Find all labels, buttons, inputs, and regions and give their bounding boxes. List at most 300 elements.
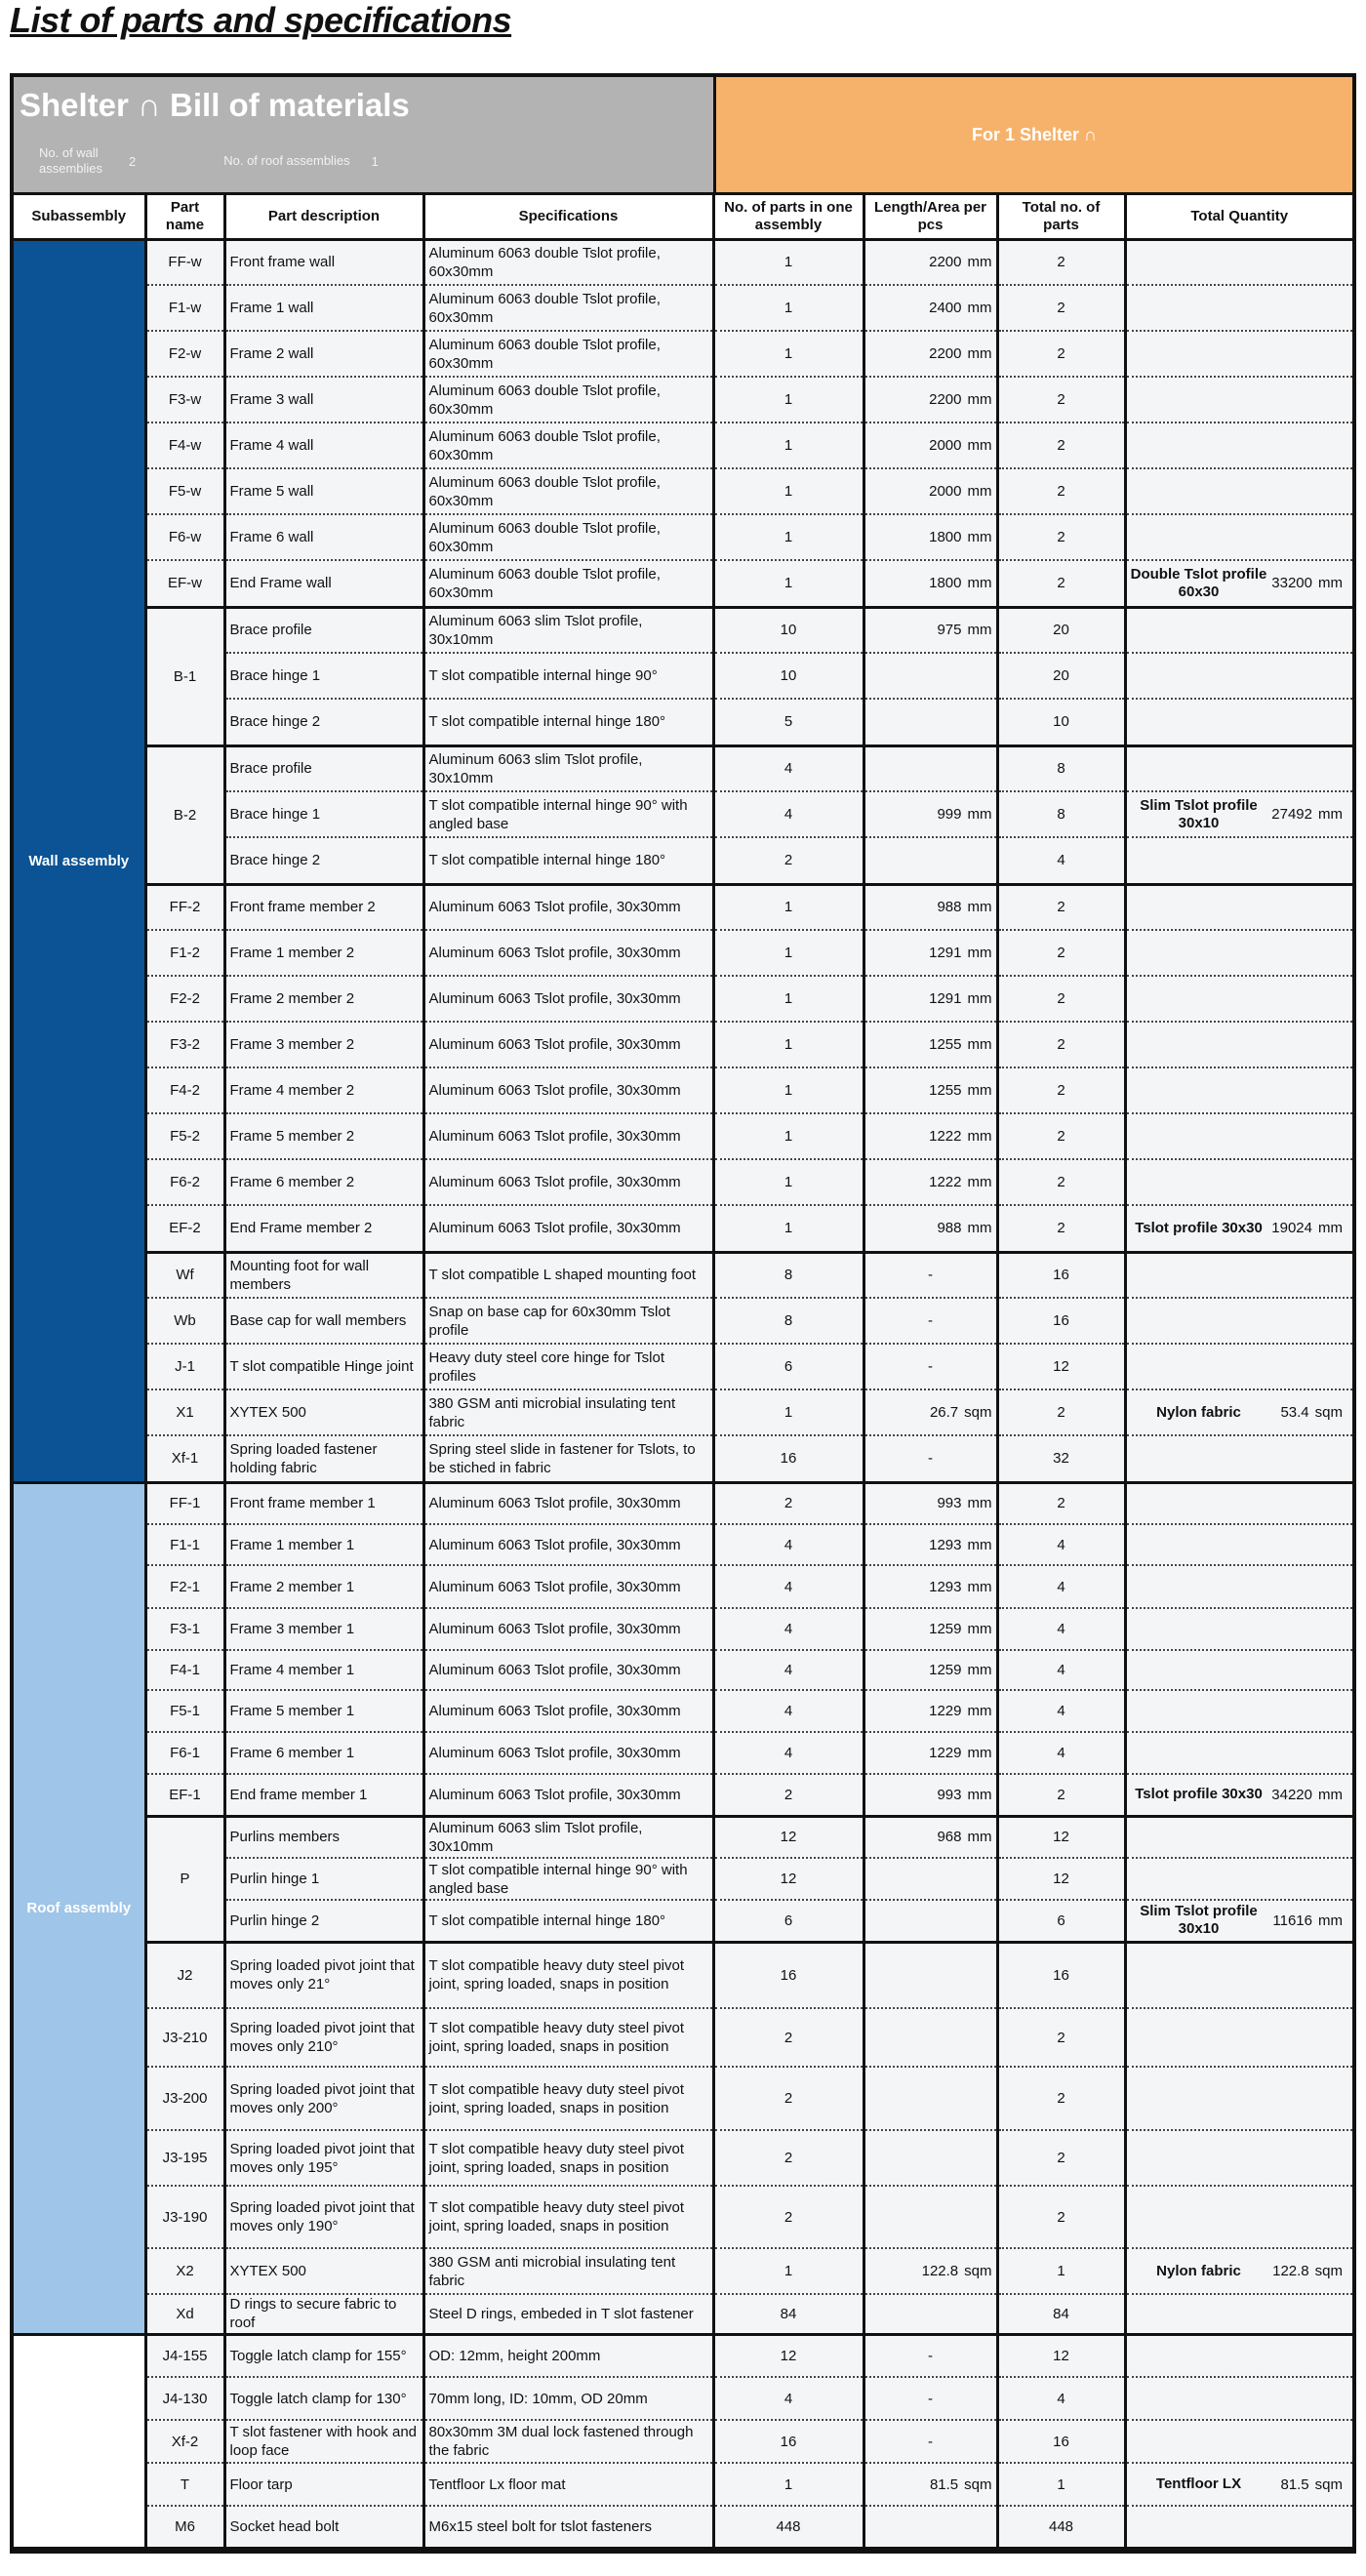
material-total	[1271, 574, 1348, 592]
length-value: 1291	[929, 945, 962, 961]
part-name: F4-w	[145, 423, 224, 468]
total-quantity	[1125, 791, 1352, 837]
part-name: Wf	[145, 1252, 224, 1298]
total-parts: 2	[997, 1113, 1125, 1159]
length-value: 1293	[929, 1536, 962, 1553]
part-name: FF-2	[145, 884, 224, 930]
table-row	[14, 331, 1352, 377]
part-specification: T slot compatible heavy duty steel pivot joint, spring loaded, snaps in position	[423, 2008, 713, 2067]
total-quantity-summary	[1131, 566, 1349, 601]
part-specification: Aluminum 6063 double Tslot profile, 60x30mm	[423, 331, 713, 377]
length-unit: mm	[967, 437, 992, 454]
part-name: Xd	[145, 2294, 224, 2334]
length-value: 988	[937, 1220, 962, 1237]
total-quantity	[1125, 2463, 1352, 2506]
part-specification: Aluminum 6063 Tslot profile, 30x30mm	[423, 884, 713, 930]
length-value: 1259	[929, 1662, 962, 1678]
length-area-per-piece	[864, 2186, 997, 2248]
table-row	[14, 2506, 1352, 2548]
length-area-per-piece	[864, 239, 997, 285]
part-description: Frame 6 wall	[224, 514, 423, 560]
total-quantity	[1125, 837, 1352, 884]
table-row	[14, 1608, 1352, 1650]
length-value: -	[928, 1312, 933, 1329]
part-description: Frame 6 member 2	[224, 1159, 423, 1205]
parts-per-assembly: 1	[713, 930, 864, 976]
parts-per-assembly: 4	[713, 791, 864, 837]
material-total-unit: mm	[1318, 806, 1343, 823]
bom-title: Shelter ∩ Bill of materials	[20, 87, 410, 123]
total-parts: 1	[997, 2248, 1125, 2294]
length-area-per-piece	[864, 791, 997, 837]
table-row	[14, 1565, 1352, 1608]
part-specification: Aluminum 6063 Tslot profile, 30x30mm	[423, 1067, 713, 1113]
material-total-unit: sqm	[1314, 2475, 1343, 2493]
length-area-per-piece	[864, 1524, 997, 1565]
total-quantity	[1125, 930, 1352, 976]
parts-per-assembly: 16	[713, 2420, 864, 2463]
material-total	[1280, 2475, 1348, 2494]
length-area-per-piece	[864, 1205, 997, 1252]
part-name: X1	[145, 1389, 224, 1435]
part-specification: T slot compatible internal hinge 90° with angled base	[423, 791, 713, 837]
length-area-per-piece	[864, 514, 997, 560]
parts-per-assembly: 4	[713, 1650, 864, 1690]
parts-per-assembly: 8	[713, 1252, 864, 1298]
part-specification: T slot compatible internal hinge 180°	[423, 837, 713, 884]
total-quantity	[1125, 2067, 1352, 2130]
table-row	[14, 2294, 1352, 2334]
table-row	[14, 745, 1352, 791]
length-unit: mm	[967, 391, 992, 408]
total-parts: 10	[997, 699, 1125, 745]
parts-per-assembly: 1	[713, 423, 864, 468]
part-description: Front frame member 1	[224, 1482, 423, 1524]
total-parts: 2	[997, 930, 1125, 976]
page-title: List of parts and specifications	[10, 0, 512, 40]
length-area-per-piece	[864, 1774, 997, 1816]
total-parts: 16	[997, 1298, 1125, 1344]
part-name: F1-1	[145, 1524, 224, 1565]
part-description: Socket head bolt	[224, 2506, 423, 2548]
table-row	[14, 560, 1352, 607]
part-specification: 380 GSM anti microbial insulating tent fabric	[423, 1389, 713, 1435]
assembly-counts	[39, 145, 379, 177]
part-specification: T slot compatible internal hinge 90°	[423, 653, 713, 699]
length-value: 1255	[929, 1082, 962, 1099]
length-value: -	[928, 2433, 933, 2450]
table-row	[14, 2463, 1352, 2506]
length-value: 1293	[929, 1578, 962, 1595]
part-name: F1-w	[145, 285, 224, 331]
parts-per-assembly: 1	[713, 514, 864, 560]
parts-per-assembly: 1	[713, 468, 864, 514]
part-name: EF-2	[145, 1205, 224, 1252]
length-value: 1255	[929, 1036, 962, 1053]
length-area-per-piece	[864, 1858, 997, 1900]
total-parts: 2	[997, 423, 1125, 468]
parts-per-assembly: 16	[713, 1942, 864, 2008]
total-quantity-summary	[1131, 1403, 1349, 1422]
material-total-value: 34220	[1271, 1786, 1312, 1803]
part-specification: Aluminum 6063 double Tslot profile, 60x30mm	[423, 239, 713, 285]
total-parts: 12	[997, 2334, 1125, 2377]
material-label: Nylon fabric	[1156, 2262, 1241, 2279]
length-value: -	[928, 1267, 933, 1284]
part-name: F3-2	[145, 1022, 224, 1067]
part-description: Purlin hinge 1	[224, 1858, 423, 1900]
total-parts: 2	[997, 468, 1125, 514]
total-parts: 4	[997, 1608, 1125, 1650]
length-unit: mm	[967, 1578, 992, 1595]
length-area-per-piece	[864, 1252, 997, 1298]
total-quantity	[1125, 239, 1352, 285]
parts-per-assembly: 4	[713, 1690, 864, 1732]
total-parts: 2	[997, 1067, 1125, 1113]
part-description: Brace profile	[224, 745, 423, 791]
material-total-value: 53.4	[1280, 1404, 1309, 1421]
material-total-value: 81.5	[1280, 2475, 1309, 2493]
part-description: T slot fastener with hook and loop face	[224, 2420, 423, 2463]
subassembly-cell-roof: Roof assembly	[14, 1482, 145, 2334]
part-specification: 80x30mm 3M dual lock fastened through the fabric	[423, 2420, 713, 2463]
parts-per-assembly: 2	[713, 2067, 864, 2130]
part-description: Spring loaded pivot joint that moves only 200°	[224, 2067, 423, 2130]
total-quantity	[1125, 2248, 1352, 2294]
table-row	[14, 2186, 1352, 2248]
part-name: EF-1	[145, 1774, 224, 1816]
length-value: 2000	[929, 483, 962, 500]
part-name: EF-w	[145, 560, 224, 607]
length-unit: mm	[967, 1495, 992, 1512]
table-row	[14, 1774, 1352, 1816]
wall-assemblies-label: No. of wall assemblies	[39, 145, 103, 176]
length-value: 1800	[929, 575, 962, 592]
parts-per-assembly: 2	[713, 837, 864, 884]
part-specification: T slot compatible heavy duty steel pivot joint, spring loaded, snaps in position	[423, 2186, 713, 2248]
total-quantity	[1125, 2377, 1352, 2420]
table-row	[14, 1389, 1352, 1435]
length-area-per-piece	[864, 1900, 997, 1942]
part-specification: T slot compatible internal hinge 90° with angled base	[423, 1858, 713, 1900]
column-header-length-area: Length/Area per pcs	[864, 195, 997, 239]
length-unit: mm	[967, 1621, 992, 1637]
total-parts: 2	[997, 976, 1125, 1022]
column-header-total-parts: Total no. of parts	[997, 195, 1125, 239]
part-name: F5-1	[145, 1690, 224, 1732]
table-row	[14, 884, 1352, 930]
parts-per-assembly: 6	[713, 1344, 864, 1389]
table-row	[14, 2248, 1352, 2294]
roof-assemblies-label: No. of roof assemblies	[223, 153, 350, 168]
material-total	[1272, 2262, 1348, 2280]
part-description: Spring loaded pivot joint that moves only 21°	[224, 1942, 423, 2008]
total-parts: 84	[997, 2294, 1125, 2334]
part-name: F4-2	[145, 1067, 224, 1113]
total-parts: 2	[997, 2186, 1125, 2248]
total-parts: 16	[997, 1252, 1125, 1298]
material-label: Tslot profile 30x30	[1135, 1219, 1263, 1236]
part-description: Base cap for wall members	[224, 1298, 423, 1344]
part-specification: Aluminum 6063 double Tslot profile, 60x30mm	[423, 514, 713, 560]
part-name: F5-w	[145, 468, 224, 514]
total-quantity	[1125, 1524, 1352, 1565]
part-name: J3-190	[145, 2186, 224, 2248]
material-total	[1272, 1912, 1348, 1930]
table-body	[14, 239, 1352, 2548]
total-quantity	[1125, 699, 1352, 745]
total-parts: 12	[997, 1344, 1125, 1389]
total-parts: 2	[997, 1022, 1125, 1067]
total-parts: 4	[997, 837, 1125, 884]
part-specification: T slot compatible heavy duty steel pivot joint, spring loaded, snaps in position	[423, 2067, 713, 2130]
part-description: Spring loaded pivot joint that moves only 195°	[224, 2130, 423, 2186]
part-specification: Aluminum 6063 Tslot profile, 30x30mm	[423, 1159, 713, 1205]
part-group-name: P	[145, 1816, 224, 1942]
total-quantity	[1125, 1732, 1352, 1774]
length-area-per-piece	[864, 1690, 997, 1732]
parts-table	[14, 195, 1352, 2550]
length-area-per-piece	[864, 331, 997, 377]
length-area-per-piece	[864, 468, 997, 514]
part-specification: Aluminum 6063 double Tslot profile, 60x30mm	[423, 377, 713, 423]
parts-per-assembly: 1	[713, 1389, 864, 1435]
part-name: J2	[145, 1942, 224, 2008]
part-specification: Aluminum 6063 Tslot profile, 30x30mm	[423, 1022, 713, 1067]
total-quantity	[1125, 745, 1352, 791]
table-row	[14, 2130, 1352, 2186]
material-total-unit: mm	[1318, 1786, 1343, 1803]
table-header-row	[14, 195, 1352, 239]
total-quantity	[1125, 1067, 1352, 1113]
parts-per-assembly: 2	[713, 1482, 864, 1524]
total-parts: 2	[997, 1159, 1125, 1205]
total-parts: 16	[997, 1942, 1125, 2008]
total-quantity	[1125, 1159, 1352, 1205]
length-area-per-piece	[864, 884, 997, 930]
part-name: X2	[145, 2248, 224, 2294]
part-description: Floor tarp	[224, 2463, 423, 2506]
length-unit: mm	[967, 1082, 992, 1099]
part-specification: Aluminum 6063 slim Tslot profile, 30x10mm	[423, 745, 713, 791]
length-area-per-piece	[864, 2463, 997, 2506]
part-name: F6-1	[145, 1732, 224, 1774]
length-area-per-piece	[864, 1022, 997, 1067]
part-specification: Aluminum 6063 Tslot profile, 30x30mm	[423, 1205, 713, 1252]
total-parts: 2	[997, 377, 1125, 423]
length-area-per-piece	[864, 2506, 997, 2548]
part-specification: Aluminum 6063 Tslot profile, 30x30mm	[423, 1482, 713, 1524]
part-specification: Spring steel slide in fastener for Tslots, to be stiched in fabric	[423, 1435, 713, 1482]
parts-per-assembly: 5	[713, 699, 864, 745]
part-name: M6	[145, 2506, 224, 2548]
part-description: Brace hinge 1	[224, 791, 423, 837]
total-quantity	[1125, 653, 1352, 699]
part-name: F2-w	[145, 331, 224, 377]
column-header-specifications: Specifications	[423, 195, 713, 239]
total-parts: 2	[997, 1482, 1125, 1524]
length-area-per-piece	[864, 1435, 997, 1482]
part-name: T	[145, 2463, 224, 2506]
total-quantity	[1125, 1252, 1352, 1298]
parts-per-assembly: 1	[713, 884, 864, 930]
material-total-value: 27492	[1271, 806, 1312, 823]
part-description: End Frame wall	[224, 560, 423, 607]
material-total-unit: mm	[1318, 575, 1343, 592]
table-row	[14, 2008, 1352, 2067]
part-specification: 70mm long, ID: 10mm, OD 20mm	[423, 2377, 713, 2420]
parts-per-assembly: 8	[713, 1298, 864, 1344]
total-quantity	[1125, 2420, 1352, 2463]
length-value: 968	[937, 1829, 962, 1846]
parts-per-assembly: 12	[713, 1858, 864, 1900]
total-quantity	[1125, 1650, 1352, 1690]
total-parts: 4	[997, 2377, 1125, 2420]
part-description: Frame 1 member 1	[224, 1524, 423, 1565]
total-quantity	[1125, 2186, 1352, 2248]
parts-per-assembly: 4	[713, 1524, 864, 1565]
part-name: F2-2	[145, 976, 224, 1022]
total-parts: 2	[997, 2130, 1125, 2186]
length-unit: mm	[967, 483, 992, 500]
length-value: 1222	[929, 1128, 962, 1145]
parts-per-assembly: 1	[713, 2463, 864, 2506]
total-parts: 32	[997, 1435, 1125, 1482]
length-area-per-piece	[864, 1608, 997, 1650]
total-quantity	[1125, 468, 1352, 514]
parts-per-assembly: 6	[713, 1900, 864, 1942]
part-specification: T slot compatible internal hinge 180°	[423, 699, 713, 745]
roof-assemblies-value: 1	[371, 153, 379, 169]
part-specification: Aluminum 6063 double Tslot profile, 60x30mm	[423, 468, 713, 514]
part-name: Wb	[145, 1298, 224, 1344]
total-parts: 2	[997, 285, 1125, 331]
length-unit: mm	[967, 529, 992, 545]
total-quantity-summary	[1131, 2475, 1349, 2494]
total-quantity	[1125, 1690, 1352, 1732]
column-header-parts-per-assembly: No. of parts in one assembly	[713, 195, 864, 239]
length-unit: mm	[967, 1174, 992, 1190]
length-area-per-piece	[864, 653, 997, 699]
material-total-value: 33200	[1271, 575, 1312, 592]
table-row	[14, 607, 1352, 653]
total-parts: 2	[997, 2008, 1125, 2067]
material-label: Slim Tslot profile 30x10	[1140, 796, 1258, 831]
parts-per-assembly: 1	[713, 1159, 864, 1205]
part-description: End Frame member 2	[224, 1205, 423, 1252]
part-specification: Heavy duty steel core hinge for Tslot profiles	[423, 1344, 713, 1389]
total-parts: 4	[997, 1650, 1125, 1690]
bom-banner	[14, 77, 1352, 195]
total-quantity	[1125, 1482, 1352, 1524]
part-description: Brace hinge 2	[224, 699, 423, 745]
table-row	[14, 1205, 1352, 1252]
length-value: 975	[937, 622, 962, 639]
length-unit: mm	[967, 1786, 992, 1803]
length-unit: mm	[967, 1536, 992, 1553]
parts-per-assembly: 4	[713, 2377, 864, 2420]
part-specification: Snap on base cap for 60x30mm Tslot profile	[423, 1298, 713, 1344]
length-value: 2200	[929, 345, 962, 362]
material-total-value: 122.8	[1272, 2263, 1309, 2279]
total-quantity	[1125, 1435, 1352, 1482]
total-quantity	[1125, 976, 1352, 1022]
parts-per-assembly: 12	[713, 2334, 864, 2377]
total-parts: 16	[997, 2420, 1125, 2463]
length-unit: mm	[967, 622, 992, 639]
part-specification: Aluminum 6063 Tslot profile, 30x30mm	[423, 1565, 713, 1608]
total-quantity	[1125, 884, 1352, 930]
part-name: Xf-2	[145, 2420, 224, 2463]
part-specification: Aluminum 6063 slim Tslot profile, 30x10mm	[423, 1816, 713, 1858]
total-quantity	[1125, 1774, 1352, 1816]
material-label: Tentfloor LX	[1155, 2475, 1242, 2492]
table-row	[14, 2420, 1352, 2463]
material-total	[1280, 1403, 1348, 1422]
table-row	[14, 1942, 1352, 2008]
parts-per-assembly: 2	[713, 2130, 864, 2186]
total-parts: 2	[997, 239, 1125, 285]
length-area-per-piece	[864, 1113, 997, 1159]
part-description: D rings to secure fabric to roof	[224, 2294, 423, 2334]
parts-per-assembly: 16	[713, 1435, 864, 1482]
part-description: Frame 2 member 1	[224, 1565, 423, 1608]
length-value: -	[928, 2390, 933, 2407]
length-area-per-piece	[864, 2130, 997, 2186]
part-name: J4-155	[145, 2334, 224, 2377]
parts-per-assembly: 1	[713, 2248, 864, 2294]
length-value: 993	[937, 1495, 962, 1512]
length-value: 2200	[929, 254, 962, 271]
part-name: F6-2	[145, 1159, 224, 1205]
material-total-unit: sqm	[1314, 2263, 1343, 2279]
parts-per-assembly: 4	[713, 1732, 864, 1774]
total-quantity	[1125, 514, 1352, 560]
part-description: XYTEX 500	[224, 2248, 423, 2294]
length-unit: sqm	[964, 1404, 992, 1421]
length-value: 122.8	[921, 2263, 959, 2279]
part-description: Frame 6 member 1	[224, 1732, 423, 1774]
material-label: Tslot profile 30x30	[1135, 1786, 1263, 1803]
total-quantity	[1125, 2294, 1352, 2334]
material-total	[1271, 1219, 1348, 1237]
length-area-per-piece	[864, 745, 997, 791]
total-quantity	[1125, 1205, 1352, 1252]
part-specification: M6x15 steel bolt for tslot fasteners	[423, 2506, 713, 2548]
length-area-per-piece	[864, 2067, 997, 2130]
part-description: Front frame wall	[224, 239, 423, 285]
table-row	[14, 468, 1352, 514]
parts-per-assembly: 1	[713, 1067, 864, 1113]
table-row	[14, 2334, 1352, 2377]
total-parts: 8	[997, 745, 1125, 791]
total-parts: 8	[997, 791, 1125, 837]
table-row	[14, 1816, 1352, 1858]
length-area-per-piece	[864, 423, 997, 468]
table-row	[14, 1252, 1352, 1298]
length-unit: mm	[967, 1703, 992, 1719]
total-parts: 2	[997, 1205, 1125, 1252]
part-description: Front frame member 2	[224, 884, 423, 930]
total-parts: 12	[997, 1816, 1125, 1858]
length-area-per-piece	[864, 1482, 997, 1524]
part-name: J3-195	[145, 2130, 224, 2186]
parts-per-assembly: 1	[713, 1022, 864, 1067]
length-unit: sqm	[964, 2263, 992, 2279]
part-description: Brace hinge 2	[224, 837, 423, 884]
length-area-per-piece	[864, 1159, 997, 1205]
total-parts: 20	[997, 653, 1125, 699]
